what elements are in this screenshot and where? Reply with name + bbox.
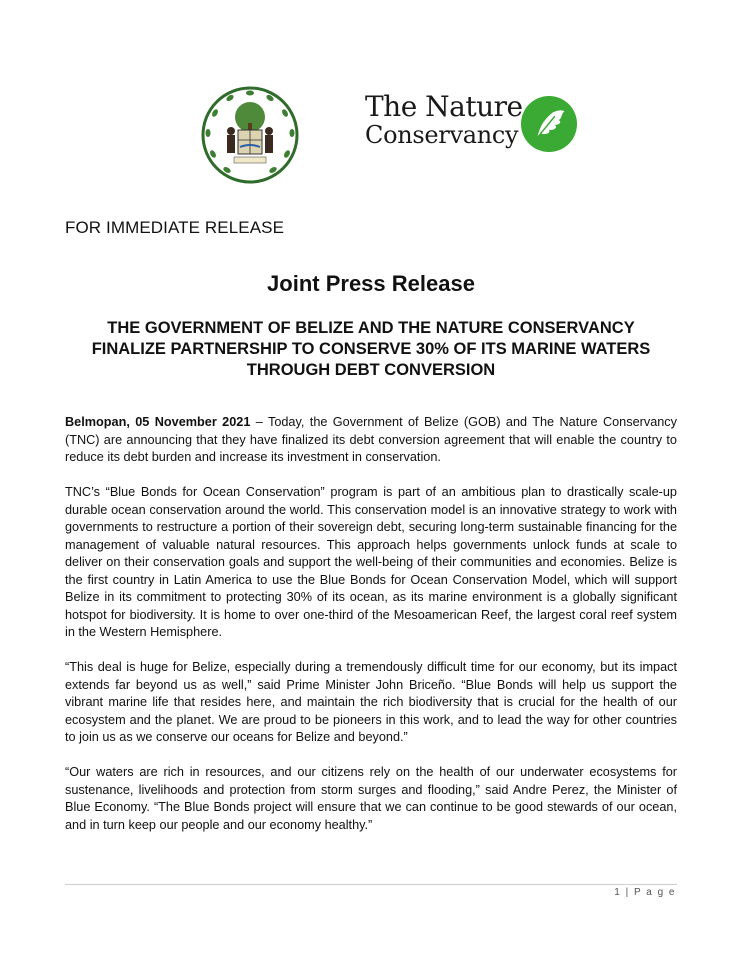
logo-text-line1: The Nature — [365, 90, 523, 123]
headline: THE GOVERNMENT OF BELIZE AND THE NATURE CONSERVANCY FINALIZE PARTNERSHIP TO CONSERVE 30% OF ITS MARINE WATERS THROUGH DEBT CONVERSION — [91, 319, 651, 379]
paragraph-1-text: – Today, the Government of Belize (GOB) and The Nature Conservancy (TNC) are announcing that they have finalized its debt conversion agreement that will enable the country to reduce its debt burden and increase its investment in conservation. — [65, 415, 677, 464]
footer-divider — [65, 884, 677, 885]
logo-header — [0, 85, 742, 190]
page-number: 1 | P a g e — [614, 887, 676, 898]
nature-conservancy-logo — [365, 90, 580, 163]
paragraph-3: “This deal is huge for Belize, especially during a tremendously difficult time for our economy, but its impact extends far beyond us as well,” said Prime Minister John Briceño. “Blue Bonds will help us support the vibrant marine life that resides here, and maintain the rich biodiversity that is crucial for the health of our ecosystem and the planet. We are proud to be pioneers in this work, and to lead the way for other countries to join us as we conserve our oceans for Belize and beyond.” — [65, 660, 677, 744]
press-release-body — [65, 414, 677, 834]
dateline: Belmopan, 05 November 2021 — [65, 415, 251, 429]
paragraph-4: “Our waters are rich in resources, and our citizens rely on the health of our underwater ecosystems for sustenance, livelihoods and protection from storm surges and flooding,” said Andre Perez, the Minister of Blue Economy. “The Blue Bonds project will ensure that we can continue to be good stewards of our ocean, and in turn keep our people and our economy healthy.” — [65, 765, 677, 832]
paragraph-1 — [65, 414, 677, 467]
release-label: FOR IMMEDIATE RELEASE — [65, 218, 285, 237]
logo-text-line2: Conservancy — [365, 121, 519, 149]
page-title: Joint Press Release — [267, 271, 475, 296]
paragraph-2: TNC’s “Blue Bonds for Ocean Conservation” program is part of an ambitious plan to drastically scale-up durable ocean conservation around the world. This conservation model is an innovative strategy to work with governments to restructure a portion of their sovereign debt, securing long-term sustainable financing for the management of valuable natural resources. This approach helps governments unlock funds at scale to deliver on their conservation goals and support the well-being of their communities and economies. Belize is the first country in Latin America to use the Blue Bonds for Ocean Conservation Model, which will support Belize in its commitment to protecting 30% of its ocean, as its marine environment is a globally significant hotspot for biodiversity. It is home to over one-third of the Mesoamerican Reef, the largest coral reef system in the Western Hemisphere. — [65, 485, 677, 639]
belize-coat-of-arms-icon — [200, 85, 300, 185]
oak-leaf-icon — [520, 95, 578, 153]
